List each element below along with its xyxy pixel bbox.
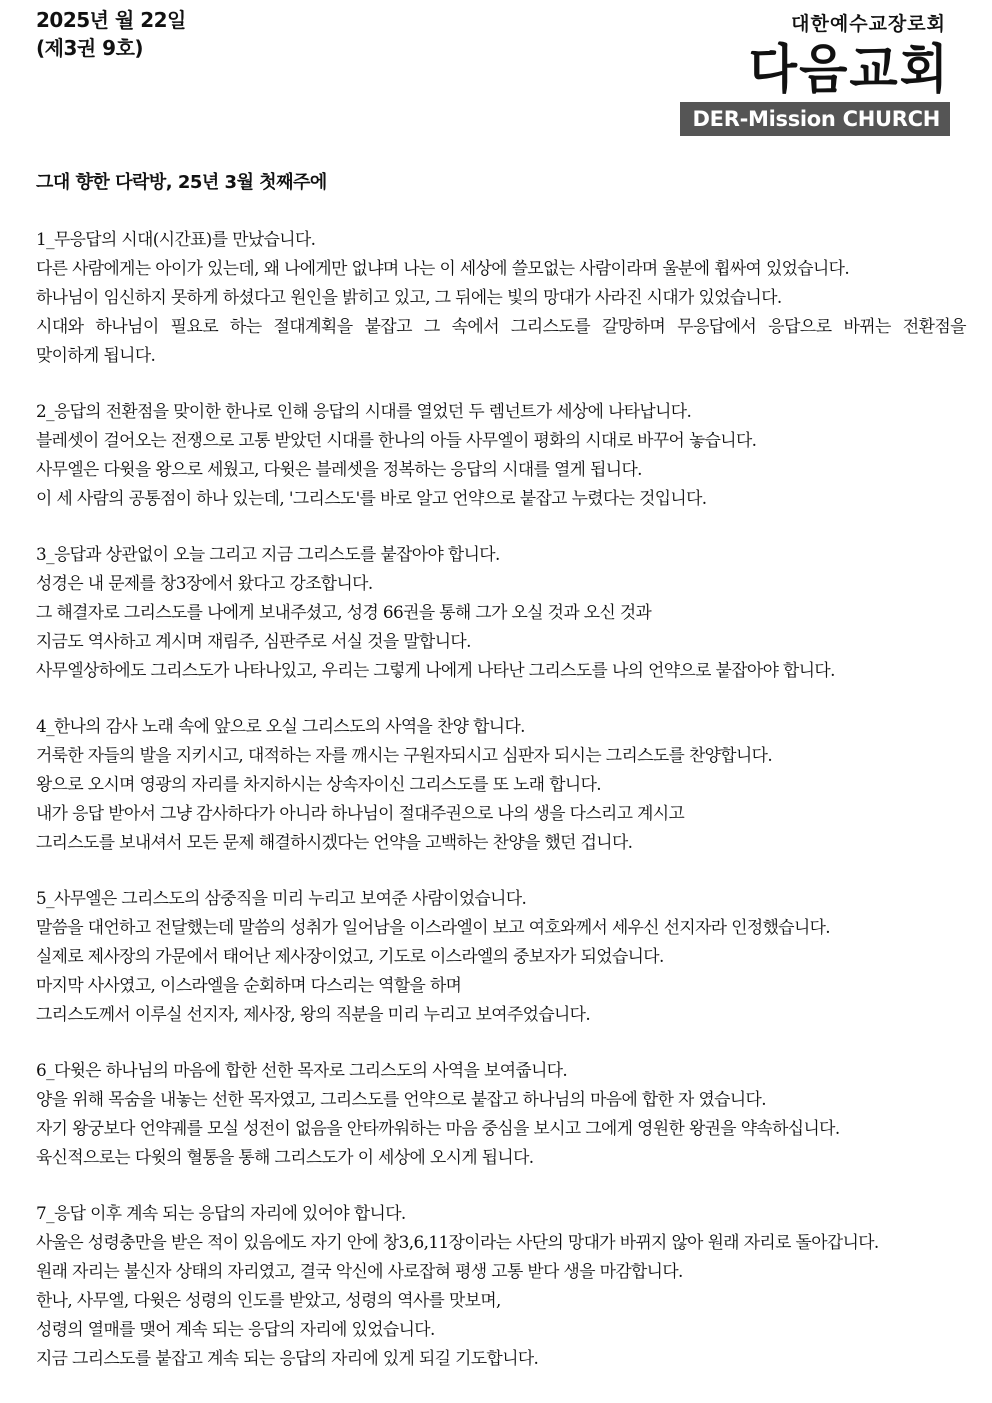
paragraph-line: 성경은 내 문제를 창3장에서 왔다고 강조합니다. [36,574,373,594]
section-heading: 7_응답 이후 계속 되는 응답의 자리에 있어야 합니다. [36,1204,406,1224]
section-5 [36,885,966,1030]
issue-number: (제3권 9호) [36,36,144,60]
paragraph-line: 양을 위해 목숨을 내놓는 선한 목자였고, 그리스도를 언약으로 붙잡고 하나님의 마음에 합한 자 였습니다. [36,1090,766,1110]
paragraph-line: 거룩한 자들의 발을 지키시고, 대적하는 자를 깨시는 구원자되시고 심판자 되시는 그리스도를 찬양합니다. [36,746,773,766]
paragraph-line: 실제로 제사장의 가문에서 태어난 제사장이었고, 기도로 이스라엘의 중보자가 되었습니다. [36,947,664,967]
section-heading: 3_응답과 상관없이 오늘 그리고 지금 그리스도를 붙잡아야 합니다. [36,545,500,565]
paragraph-line: 성령의 열매를 맺어 계속 되는 응답의 자리에 있었습니다. [36,1320,435,1340]
paragraph-line: 지금 그리스도를 붙잡고 계속 되는 응답의 자리에 있게 되길 기도합니다. [36,1349,539,1369]
issue-date: 2025년 월 22일 [36,8,186,32]
paragraph-line: 사울은 성령충만을 받은 적이 있음에도 자기 안에 창3,6,11장이라는 사단의 망대가 바뀌지 않아 원래 자리로 돌아갑니다. [36,1233,879,1253]
denomination: 대한예수교장로회 [791,13,946,35]
section-7 [36,1200,966,1374]
paragraph-line: 그 해결자로 그리스도를 나에게 보내주셨고, 성경 66권을 통해 그가 오실 것과 오신 것과 [36,603,652,623]
section-6 [36,1057,966,1173]
paragraph-line: 이 세 사람의 공통점이 하나 있는데, '그리스도'를 바로 알고 언약으로 붙잡고 누렸다는 것입니다. [36,489,707,509]
church-english-banner: DER-Mission CHURCH [680,102,950,136]
paragraph-line: 말씀을 대언하고 전달했는데 말씀의 성취가 일어남을 이스라엘이 보고 여호와께서 세우신 선지자라 인정했습니다. [36,918,831,938]
paragraph-line: 육신적으로는 다윗의 혈통을 통해 그리스도가 이 세상에 오시게 됩니다. [36,1148,534,1168]
paragraph-line: 한나, 사무엘, 다윗은 성령의 인도를 받았고, 성령의 역사를 맛보며, [36,1291,501,1311]
paragraph-line: 그리스도를 보내셔서 모든 문제 해결하시겠다는 언약을 고백하는 찬양을 했던 겁니다. [36,833,633,853]
paragraph-line: 사무엘은 다윗을 왕으로 세웠고, 다윗은 블레셋을 정복하는 응답의 시대를 열게 됩니다. [36,460,642,480]
paragraph-line: 자기 왕궁보다 언약궤를 모실 성전이 없음을 안타까워하는 마음 중심을 보시고 그에게 영원한 왕권을 약속하십니다. [36,1119,840,1139]
masthead [680,12,950,98]
section-heading: 2_응답의 전환점을 맞이한 한나로 인해 응답의 시대를 열었던 두 렘넌트가 세상에 나타납니다. [36,402,692,422]
section-heading: 5_사무엘은 그리스도의 삼중직을 미리 누리고 보여준 사람이었습니다. [36,889,527,909]
section-heading: 4_한나의 감사 노래 속에 앞으로 오실 그리스도의 사역을 찬양 합니다. [36,717,525,737]
paragraph-line: 다른 사람에게는 아이가 있는데, 왜 나에게만 없냐며 나는 이 세상에 쓸모없는 사람이라며 울분에 휩싸여 있었습니다. [36,259,850,279]
section-2 [36,398,966,514]
church-name: 다음교회 [748,38,950,100]
paragraph-line: 그리스도께서 이루실 선지자, 제사장, 왕의 직분을 미리 누리고 보여주었습니다. [36,1005,591,1025]
paragraph-line: 블레셋이 걸어오는 전쟁으로 고통 받았던 시대를 한나의 아들 사무엘이 평화의 시대로 바꾸어 놓습니다. [36,431,757,451]
section-heading: 1_무응답의 시대(시간표)를 만났습니다. [36,230,316,250]
paragraph-line: 지금도 역사하고 계시며 재림주, 심판주로 서실 것을 말합니다. [36,632,471,652]
paragraph-line: 내가 응답 받아서 그냥 감사하다가 아니라 하나님이 절대주권으로 나의 생을 다스리고 계시고 [36,804,685,824]
paragraph-line: 하나님이 임신하지 못하게 하셨다고 원인을 밝히고 있고, 그 뒤에는 빛의 망대가 사라진 시대가 있었습니다. [36,288,782,308]
paragraph-line: 원래 자리는 불신자 상태의 자리였고, 결국 악신에 사로잡혀 평생 고통 받다 생을 마감합니다. [36,1262,683,1282]
paragraph-line: 왕으로 오시며 영광의 자리를 차지하시는 상속자이신 그리스도를 또 노래 합니다. [36,775,602,795]
section-4 [36,713,966,858]
issue-info [36,6,186,62]
paragraph-line: 맞이하게 됩니다. [36,346,156,366]
article-body [36,226,966,1401]
paragraph-line: 사무엘상하에도 그리스도가 나타나있고, 우리는 그렇게 나에게 나타난 그리스도를 나의 언약으로 붙잡아야 합니다. [36,661,835,681]
section-3 [36,541,966,686]
paragraph-line: 마지막 사사였고, 이스라엘을 순회하며 다스리는 역할을 하며 [36,976,462,996]
article-title: 그대 향한 다락방, 25년 3월 첫째주에 [36,172,327,193]
paragraph-line: 시대와 하나님이 필요로 하는 절대계획을 붙잡고 그 속에서 그리스도를 갈망하며 무응답에서 응답으로 바뀌는 전환점을 [36,317,966,337]
section-heading: 6_다윗은 하나님의 마음에 합한 선한 목자로 그리스도의 사역을 보여줍니다. [36,1061,568,1081]
section-1 [36,226,966,371]
